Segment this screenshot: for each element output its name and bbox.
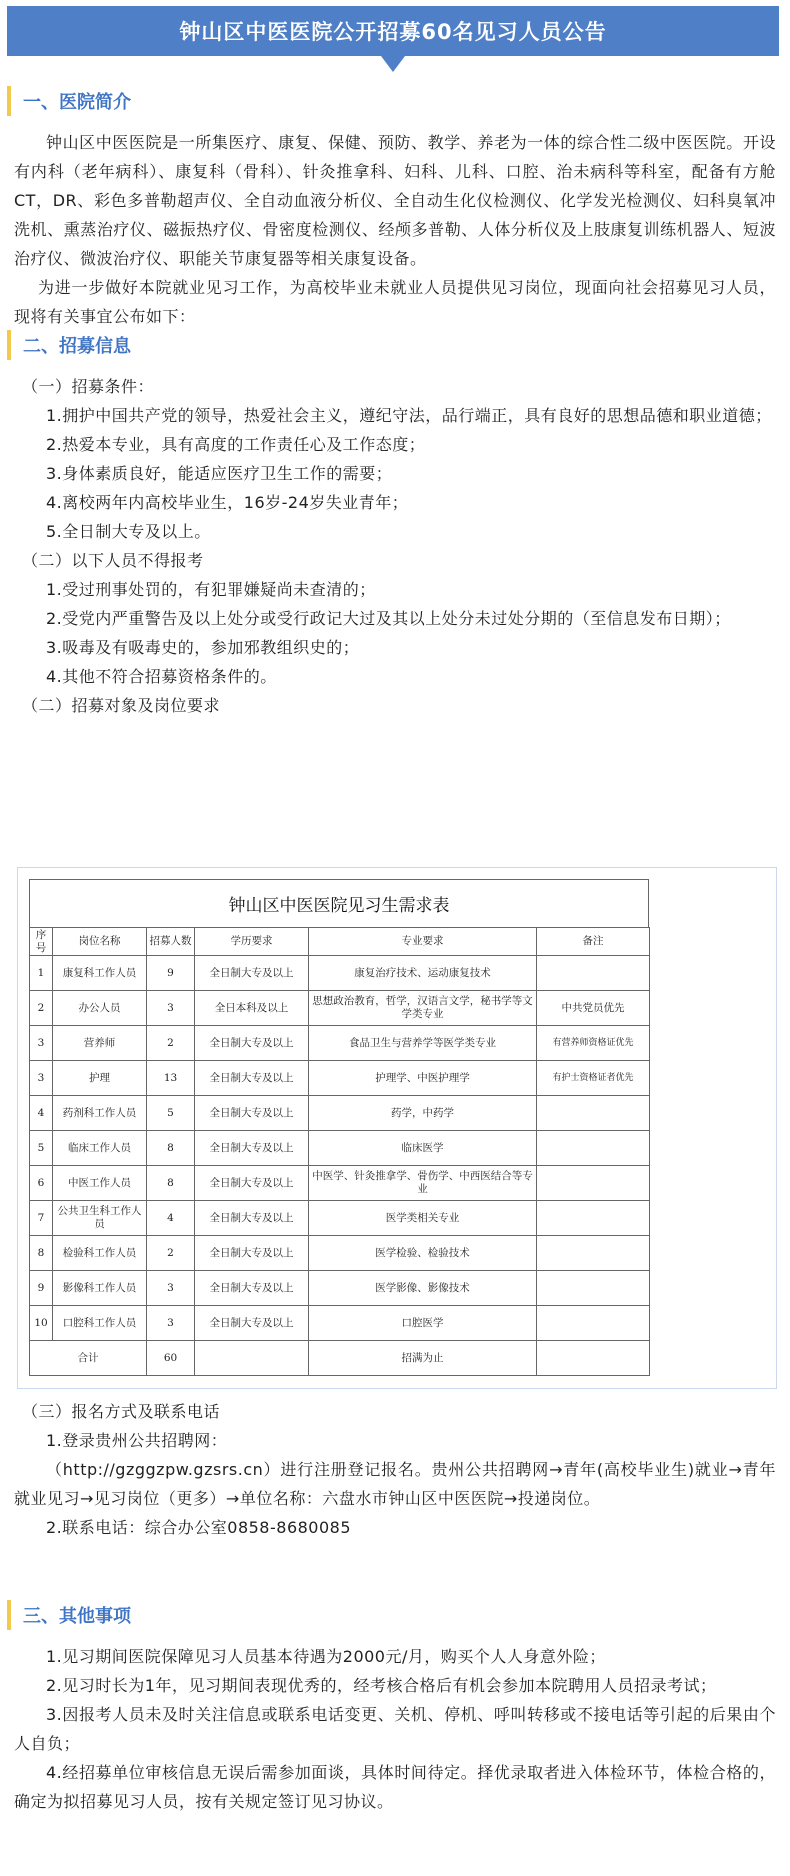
table-cell: 食品卫生与营养学等医学类专业	[309, 1026, 537, 1061]
table-cell: 4	[30, 1096, 53, 1131]
condition-item: 3.身体素质良好，能适应医疗卫生工作的需要；	[46, 464, 393, 483]
table-cell: 公共卫生科工作人员	[53, 1201, 147, 1236]
table-cell: 5	[30, 1131, 53, 1166]
apply-text	[14, 1397, 776, 1542]
table-cell: 2	[147, 1026, 195, 1061]
condition-item: 2.热爱本专业，具有高度的工作责任心及工作态度；	[46, 435, 426, 454]
table-row	[30, 1061, 650, 1096]
table-cell: 药学，中药学	[309, 1096, 537, 1131]
table-row	[30, 1026, 650, 1061]
page-title: 钟山区中医医院公开招募60名见习人员公告	[179, 20, 607, 44]
table-cell: 全日制大专及以上	[195, 1026, 309, 1061]
table-total-note: 招满为止	[309, 1341, 537, 1376]
table-cell	[195, 1341, 309, 1376]
table-header-cell: 岗位名称	[53, 928, 147, 956]
demand-table-title: 钟山区中医医院见习生需求表	[29, 879, 649, 927]
table-cell: 全日制大专及以上	[195, 1236, 309, 1271]
table-cell: 全日本科及以上	[195, 991, 309, 1026]
section-heading-recruit	[7, 330, 131, 360]
section-heading-other	[7, 1600, 131, 1630]
exclusion-item: 3.吸毒及有吸毒史的，参加邪教组织史的；	[46, 638, 360, 657]
table-cell: 中医工作人员	[53, 1166, 147, 1201]
table-cell: 口腔医学	[309, 1306, 537, 1341]
table-cell: 6	[30, 1166, 53, 1201]
table-row	[30, 1131, 650, 1166]
table-row	[30, 1306, 650, 1341]
table-row	[30, 1201, 650, 1236]
condition-item: 5.全日制大专及以上。	[46, 522, 211, 541]
exclusion-title: （二）以下人员不得报考	[22, 551, 204, 570]
table-cell: 中共党员优先	[537, 991, 650, 1026]
table-cell: 8	[147, 1166, 195, 1201]
table-header-cell: 学历要求	[195, 928, 309, 956]
banner-arrow-icon	[381, 56, 405, 72]
table-cell: 有护士资格证者优先	[537, 1061, 650, 1096]
table-cell	[537, 1131, 650, 1166]
table-header-cell: 备注	[537, 928, 650, 956]
table-row	[30, 1236, 650, 1271]
table-cell	[537, 1306, 650, 1341]
apply-url-text: （http://gzggzpw.gzsrs.cn）进行注册登记报名。贵州公共招聘网→青年(高校毕业生)就业→青年就业见习→见习岗位（更多）→单位名称：六盘水市钟山区中医医院→投递岗位。	[14, 1460, 776, 1508]
table-cell: 营养师	[53, 1026, 147, 1061]
table-cell: 1	[30, 956, 53, 991]
exclusion-item: 1.受过刑事处罚的，有犯罪嫌疑尚未查清的；	[46, 580, 376, 599]
table-cell: 9	[147, 956, 195, 991]
table-header-cell: 序号	[30, 928, 53, 956]
table-cell: 3	[30, 1061, 53, 1096]
table-cell: 10	[30, 1306, 53, 1341]
exclusion-item: 2.受党内严重警告及以上处分或受行政记大过及其以上处分未过处分期的（至信息发布日期）；	[46, 609, 731, 628]
table-cell: 全日制大专及以上	[195, 1271, 309, 1306]
table-cell: 康复治疗技术、运动康复技术	[309, 956, 537, 991]
table-cell: 思想政治教育，哲学，汉语言文学，秘书学等文学类专业	[309, 991, 537, 1026]
table-total-value: 60	[147, 1341, 195, 1376]
table-cell: 9	[30, 1271, 53, 1306]
table-cell: 5	[147, 1096, 195, 1131]
intro-paragraph: 钟山区中医医院是一所集医疗、康复、保健、预防、教学、养老为一体的综合性二级中医医院。开设有内科（老年病科）、康复科（骨科）、针灸推拿科、妇科、儿科、口腔、治未病科等科室，配备有方舱CT，DR、彩色多普勒超声仪、全自动血液分析仪、全自动生化仪检测仪、化学发光检测仪、妇科臭氧冲洗机、熏蒸治疗仪、磁振热疗仪、骨密度检测仪、经颅多普勒、人体分析仪及上肢康复训练机器人、短波治疗仪、微波治疗仪、职能关节康复器等相关康复设备。	[14, 133, 776, 268]
section-heading-text: 一、医院简介	[23, 92, 131, 113]
table-cell: 3	[30, 1026, 53, 1061]
other-item: 1.见习期间医院保障见习人员基本待遇为2000元/月，购买个人人身意外险；	[46, 1647, 606, 1666]
table-cell	[537, 956, 650, 991]
section-heading-text: 二、招募信息	[23, 336, 131, 357]
demand-table	[29, 927, 650, 1376]
table-header-cell: 专业要求	[309, 928, 537, 956]
table-cell: 有营养师资格证优先	[537, 1026, 650, 1061]
apply-title: （三）报名方式及联系电话	[22, 1402, 221, 1421]
target-title: （二）招募对象及岗位要求	[22, 696, 221, 715]
table-cell: 全日制大专及以上	[195, 1201, 309, 1236]
table-cell: 护理学、中医护理学	[309, 1061, 537, 1096]
table-row	[30, 1166, 650, 1201]
page-title-banner	[7, 6, 779, 56]
section-heading-text: 三、其他事项	[23, 1606, 131, 1627]
table-cell: 全日制大专及以上	[195, 1061, 309, 1096]
other-text	[14, 1642, 776, 1816]
apply-item: 1.登录贵州公共招聘网：	[46, 1431, 228, 1450]
intro-text	[14, 128, 776, 331]
table-cell	[537, 1201, 650, 1236]
table-cell: 临床医学	[309, 1131, 537, 1166]
table-cell: 全日制大专及以上	[195, 956, 309, 991]
table-cell: 3	[147, 991, 195, 1026]
table-cell: 4	[147, 1201, 195, 1236]
demand-table-image	[17, 867, 777, 1389]
table-row	[30, 1271, 650, 1306]
table-cell: 2	[30, 991, 53, 1026]
table-cell: 医学影像、影像技术	[309, 1271, 537, 1306]
table-row	[30, 956, 650, 991]
table-cell: 中医学、针灸推拿学、骨伤学、中西医结合等专业	[309, 1166, 537, 1201]
table-cell: 药剂科工作人员	[53, 1096, 147, 1131]
table-total-label: 合计	[30, 1341, 147, 1376]
table-cell: 检验科工作人员	[53, 1236, 147, 1271]
recruit-text	[14, 372, 776, 720]
table-cell: 口腔科工作人员	[53, 1306, 147, 1341]
table-cell: 护理	[53, 1061, 147, 1096]
table-cell: 13	[147, 1061, 195, 1096]
intro-paragraph-2: 为进一步做好本院就业见习工作，为高校毕业未就业人员提供见习岗位，现面向社会招募见习人员，现将有关事宜公布如下：	[14, 278, 776, 326]
condition-item: 4.离校两年内高校毕业生，16岁-24岁失业青年；	[46, 493, 409, 512]
table-cell: 医学类相关专业	[309, 1201, 537, 1236]
section-heading-intro	[7, 86, 131, 116]
table-cell: 3	[147, 1271, 195, 1306]
table-cell: 8	[147, 1131, 195, 1166]
other-item: 4.经招募单位审核信息无误后需参加面谈，具体时间待定。择优录取者进入体检环节，体检合格的，确定为拟招募见习人员，按有关规定签订见习协议。	[14, 1763, 776, 1811]
table-row	[30, 991, 650, 1026]
condition-item: 1.拥护中国共产党的领导，热爱社会主义，遵纪守法，品行端正，具有良好的思想品德和职业道德；	[46, 406, 772, 425]
table-cell: 临床工作人员	[53, 1131, 147, 1166]
table-cell: 3	[147, 1306, 195, 1341]
exclusion-item: 4.其他不符合招募资格条件的。	[46, 667, 277, 686]
table-cell: 医学检验、检验技术	[309, 1236, 537, 1271]
condition-title: （一）招募条件：	[22, 377, 155, 396]
table-cell: 全日制大专及以上	[195, 1096, 309, 1131]
table-cell: 全日制大专及以上	[195, 1166, 309, 1201]
table-cell: 7	[30, 1201, 53, 1236]
table-row	[30, 1096, 650, 1131]
table-cell	[537, 1236, 650, 1271]
other-item: 2.见习时长为1年，见习期间表现优秀的，经考核合格后有机会参加本院聘用人员招录考试；	[46, 1676, 717, 1695]
other-item: 3.因报考人员未及时关注信息或联系电话变更、关机、停机、呼叫转移或不接电话等引起的后果由个人自负；	[14, 1705, 776, 1753]
table-cell	[537, 1271, 650, 1306]
demand-table-wrapper	[29, 879, 649, 1376]
table-cell: 影像科工作人员	[53, 1271, 147, 1306]
table-cell: 全日制大专及以上	[195, 1131, 309, 1166]
table-cell: 康复科工作人员	[53, 956, 147, 991]
table-cell	[537, 1096, 650, 1131]
table-cell: 2	[147, 1236, 195, 1271]
table-cell: 全日制大专及以上	[195, 1306, 309, 1341]
table-cell: 办公人员	[53, 991, 147, 1026]
apply-phone: 2.联系电话：综合办公室0858-8680085	[46, 1518, 352, 1537]
table-header-cell: 招募人数	[147, 928, 195, 956]
table-cell	[537, 1341, 650, 1376]
table-cell: 8	[30, 1236, 53, 1271]
table-cell	[537, 1166, 650, 1201]
table-header-row	[30, 928, 650, 956]
table-total-row	[30, 1341, 650, 1376]
